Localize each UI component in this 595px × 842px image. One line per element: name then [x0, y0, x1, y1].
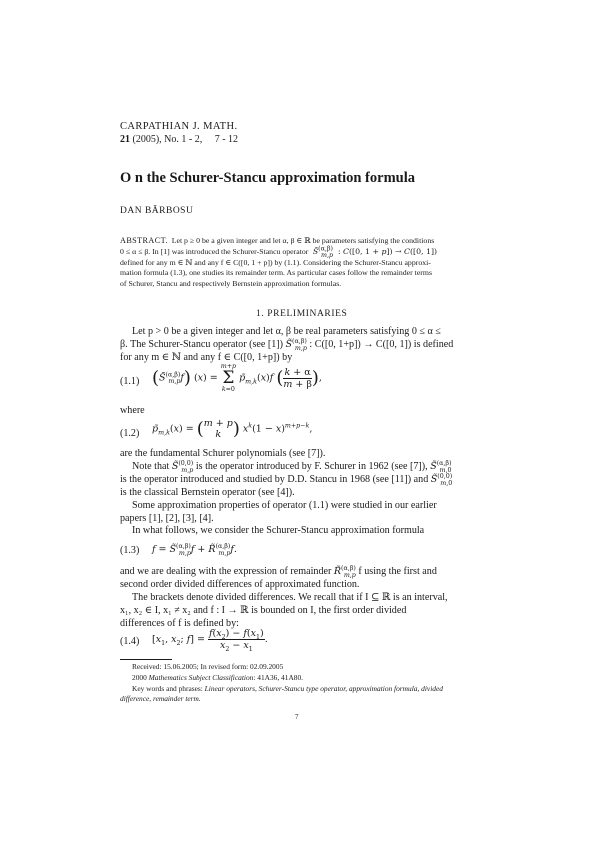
para1-line-2a: β. The Schurer-Stancu operator (see [1]) [120, 339, 283, 350]
footnote-keywords [132, 684, 443, 693]
journal-citation [120, 134, 238, 145]
brackets-line-3: differences of f is defined by: [120, 618, 239, 629]
note-line-2: is the operator introduced and studied by D.D. Stancu in 1968 (see [11]) and S̃$^{(0,0)}_{m,0}$ [120, 472, 453, 487]
para1-line-3: for any m ∈ ℕ and any f ∈ C([0, 1+p]) by [120, 352, 293, 363]
footnote-received: Received: 15.06.2005; In revised form: 02.09.2005 [132, 662, 284, 671]
some-line-1: Some approximation properties of operator (1.1) were studied in our earlier [132, 500, 437, 511]
note-line-1b: is the operator introduced by F. Schurer in 1962 (see [7]), [195, 461, 428, 472]
eq-1-4-number: (1.4) [120, 636, 140, 647]
brackets-line-1: The brackets denote divided differences. We recall that if I ⊆ ℝ is an interval, [132, 592, 448, 603]
para1-line-2b: : C([0, 1+p]) → C([0, 1]) is defined [309, 339, 454, 350]
equation-1-3: f = S̃$^{(\alpha,\beta)}_{m,p}$f + R̃$^{(\alpha,\beta)}_{m,p}$f. [152, 542, 237, 557]
brackets-line-2: x₁, x₂ ∈ I, x₁ ≠ x₂ and f : I → ℝ is bounded on I, the first order divided [120, 605, 407, 616]
note-line-3: is the classical Bernstein operator (see [4]). [120, 487, 295, 498]
eq-1-2-number: (1.2) [120, 428, 140, 439]
note-line-1a: Note that [132, 461, 170, 472]
eq-1-1-number: (1.1) [120, 376, 140, 387]
footnote-msc-year: 2000 [132, 673, 149, 682]
footnote-keywords-label: Key words and phrases: [132, 684, 205, 693]
abstract-text-2: 0 ≤ α ≤ β. In [1] was introduced the Schurer-Stancu operator [120, 247, 309, 256]
equation-1-2: $p̃_{m,k}(x)$ = ( m + p k ) $x^k(1 - x)^{m+p-k}$, [152, 418, 313, 440]
abstract-line-5: of Schurer, Stancu and respectively Bernstein approximation formulas. [120, 278, 342, 288]
footnote-rule [120, 659, 172, 660]
abstract-text-1: Let p ≥ 0 be a given integer and let α, β ∈ ℝ be parameters satisfying the conditions [171, 236, 435, 245]
footnote-keywords-text: Linear operators, Schurer-Stancu type operator, approximation formula, divided [204, 684, 443, 693]
author-name: DAN BĂRBOSU [120, 206, 194, 216]
deal-line-1a: and we are dealing with the expression of remainder [120, 566, 332, 577]
journal-volume: 21 [120, 134, 130, 145]
paper-title: O n the Schurer-Stancu approximation formula [120, 170, 415, 186]
page-number: 7 [295, 713, 299, 721]
abstract-line-2: 0 ≤ α ≤ β. In [1] was introduced the Schurer-Stancu operator S̃$^{(\alpha,\beta)}_{m,p}$ : C([0, 1 + p]) → C([0, 1]) [120, 245, 438, 259]
deal-line-2: second order divided differences of approximated function. [120, 579, 360, 590]
note-line-2a: is the operator introduced and studied by D.D. Stancu in 1968 (see [11]) and [120, 474, 429, 485]
footnote-msc [132, 673, 303, 682]
journal-pages: 7 - 12 [214, 134, 239, 145]
deal-line-1: and we are dealing with the expression of remainder R̃$^{(\alpha,\beta)}_{m,p}$ f using the first and [120, 564, 437, 579]
deal-line-1b: f using the first and [358, 566, 437, 577]
para1-line-2: β. The Schurer-Stancu operator (see [1]) S̃$^{(\alpha,\beta)}_{m,p}$ : C([0, 1+p]) → C([0, 1]) is defined [120, 337, 454, 352]
note-line-1: Note that S̃$^{(0,0)}_{m,p}$ is the operator introduced by F. Schurer in 1962 (see [7]), S̃$^{(\alpha,\beta)}_{m,0}$ [132, 459, 452, 474]
footnote-msc-label: Mathematics Subject Classification [148, 673, 254, 682]
abstract-line-4: mation formula (1.3), one studies its remainder term. As particular cases follow the remainder terms [120, 268, 432, 277]
para1-line-1: Let p > 0 be a given integer and let α, β be real parameters satisfying 0 ≤ α ≤ [132, 326, 441, 337]
journal-issue: (2005), No. 1 - 2, [130, 134, 203, 145]
journal-name: CARPATHIAN J. MATH. [120, 121, 238, 132]
what-follows-line: In what follows, we consider the Schurer-Stancu approximation formula [132, 525, 425, 536]
eq-1-3-number: (1.3) [120, 545, 140, 556]
abstract-line-3: defined for any m ∈ ℕ and any f ∈ C([0, 1 + p]) by (1.1). Considering the Schurer-Stancu approxi- [120, 257, 431, 267]
equation-1-1: (S̃$^{(\alpha,\beta)}_{m,p}$f) (x) = m+p Σ k=0 $p̃_{m,k}(x)f$ ( $\frac{k + \alpha}{m + \beta}$ ), [152, 363, 322, 393]
equation-1-4: [$x_1$, $x_2$; f] = $\frac{f(x_2) - f(x_1)}{x_2 - x_1}$ . [152, 628, 268, 653]
where-text: where [120, 405, 145, 416]
section-heading: 1. PRELIMINARIES [256, 309, 348, 319]
abstract-label: ABSTRACT. [120, 236, 168, 245]
some-line-2: papers [1], [2], [3], [4]. [120, 513, 214, 524]
footnote-keywords-cont [120, 694, 201, 703]
footnote-msc-codes: : 41A36, 41A80. [253, 673, 304, 682]
footnote-keywords-text-2: difference, remainder term. [120, 694, 201, 703]
abstract-line-1 [120, 236, 434, 246]
fundamental-text: are the fundamental Schurer polynomials (see [7]). [120, 448, 326, 459]
